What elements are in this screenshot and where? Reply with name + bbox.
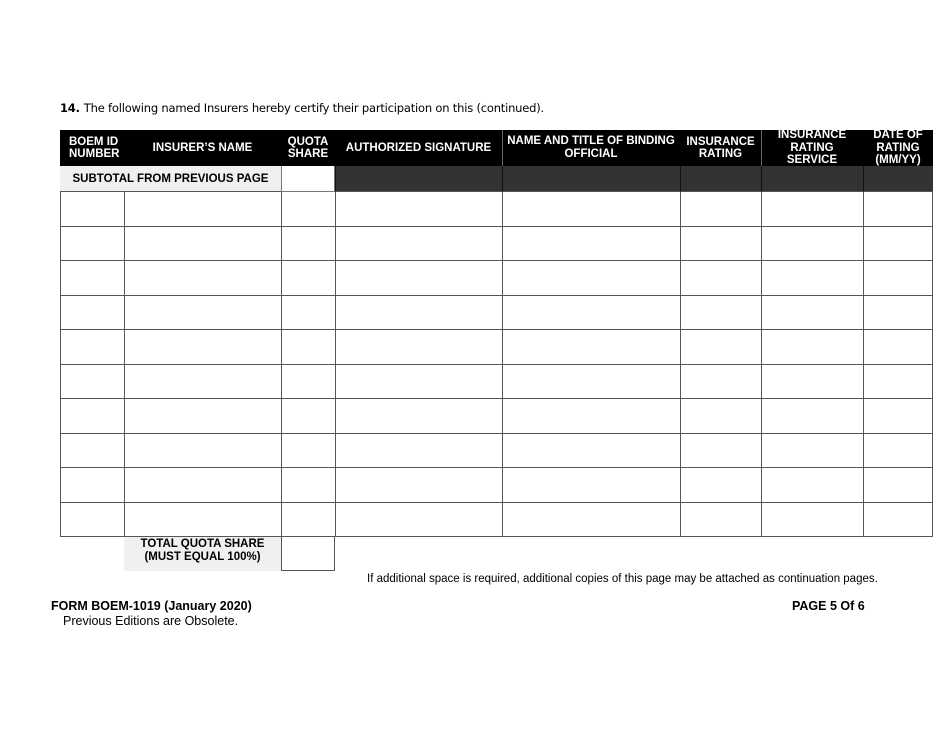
date-of-rating-field[interactable] [863,330,933,364]
rating-service-field[interactable] [761,399,863,433]
table-row [60,261,933,296]
subtotal-shaded-cell [335,166,502,192]
table-row [60,330,933,365]
quota-share-field[interactable] [281,434,335,468]
binding-official-field[interactable] [502,503,680,537]
authorized-signature-field[interactable] [335,227,502,261]
subtotal-quota-share-field[interactable] [281,166,335,192]
quota-share-field[interactable] [281,503,335,537]
date-of-rating-field[interactable] [863,503,933,537]
insurer-name-field[interactable] [124,399,281,433]
header-insurance-rating: INSURANCE RATING [680,130,761,166]
date-of-rating-field[interactable] [863,261,933,295]
header-rating-service: INSURANCE RATING SERVICE [761,130,863,166]
authorized-signature-field[interactable] [335,296,502,330]
binding-official-field[interactable] [502,434,680,468]
continuation-note: If additional space is required, additional copies of this page may be attached as continuation pages. [367,573,878,585]
rating-service-field[interactable] [761,261,863,295]
boem-id-field[interactable] [60,227,124,261]
header-authorized-signature: AUTHORIZED SIGNATURE [335,130,502,166]
obsolete-note: Previous Editions are Obsolete. [63,614,239,628]
rating-service-field[interactable] [761,227,863,261]
boem-id-field[interactable] [60,503,124,537]
quota-share-field[interactable] [281,330,335,364]
header-insurer-name: INSURER’S NAME [124,130,281,166]
insurer-name-field[interactable] [124,192,281,226]
header-quota-share: QUOTA SHARE [281,130,335,166]
boem-id-field[interactable] [60,434,124,468]
binding-official-field[interactable] [502,227,680,261]
insurance-rating-field[interactable] [680,503,761,537]
insurer-name-field[interactable] [124,261,281,295]
insurance-rating-field[interactable] [680,468,761,502]
rating-service-field[interactable] [761,192,863,226]
subtotal-shaded-cell [502,166,680,192]
authorized-signature-field[interactable] [335,503,502,537]
subtotal-shaded-cell [863,166,933,192]
date-of-rating-field[interactable] [863,399,933,433]
table-row [60,434,933,469]
table-row [60,365,933,400]
boem-id-field[interactable] [60,399,124,433]
table-row [60,227,933,262]
header-divider [502,130,503,166]
authorized-signature-field[interactable] [335,434,502,468]
section-number: 14. [60,101,80,115]
insurance-rating-field[interactable] [680,192,761,226]
subtotal-label: SUBTOTAL FROM PREVIOUS PAGE [60,166,281,192]
authorized-signature-field[interactable] [335,192,502,226]
boem-id-field[interactable] [60,261,124,295]
quota-share-field[interactable] [281,365,335,399]
date-of-rating-field[interactable] [863,296,933,330]
boem-id-field[interactable] [60,296,124,330]
insurance-rating-field[interactable] [680,434,761,468]
binding-official-field[interactable] [502,468,680,502]
boem-id-field[interactable] [60,365,124,399]
table-row [60,296,933,331]
rating-service-field[interactable] [761,330,863,364]
subtotal-shaded-cell [680,166,761,192]
date-of-rating-field[interactable] [863,434,933,468]
form-id: FORM BOEM-1019 (January 2020) [51,599,252,613]
rating-service-field[interactable] [761,503,863,537]
authorized-signature-field[interactable] [335,399,502,433]
header-binding-official: NAME AND TITLE OF BINDING OFFICIAL [502,130,680,166]
boem-id-field[interactable] [60,330,124,364]
insurance-rating-field[interactable] [680,399,761,433]
table-row [60,468,933,503]
rating-service-field[interactable] [761,365,863,399]
header-date-of-rating: DATE OF RATING (MM/YY) [863,130,933,166]
authorized-signature-field[interactable] [335,261,502,295]
table-row [60,503,933,538]
insurance-rating-field[interactable] [680,365,761,399]
quota-share-field[interactable] [281,296,335,330]
table-row [60,399,933,434]
insurance-rating-field[interactable] [680,261,761,295]
table-row [60,192,933,227]
binding-official-field[interactable] [502,296,680,330]
date-of-rating-field[interactable] [863,365,933,399]
header-boem-id: BOEM ID NUMBER [60,130,124,166]
insurance-rating-field[interactable] [680,296,761,330]
date-of-rating-field[interactable] [863,227,933,261]
quota-share-field[interactable] [281,261,335,295]
insurance-rating-field[interactable] [680,330,761,364]
rating-service-field[interactable] [761,468,863,502]
rating-service-field[interactable] [761,434,863,468]
insurer-name-field[interactable] [124,468,281,502]
date-of-rating-field[interactable] [863,468,933,502]
quota-share-field[interactable] [281,227,335,261]
intro-text: The following named Insurers hereby certify their participation on this (continued). [83,101,544,115]
quota-share-field[interactable] [281,399,335,433]
total-quota-share-label: TOTAL QUOTA SHARE (MUST EQUAL 100%) [124,537,281,571]
binding-official-field[interactable] [502,192,680,226]
boem-id-field[interactable] [60,468,124,502]
insurer-name-field[interactable] [124,434,281,468]
section-14-intro [60,101,544,115]
binding-official-field[interactable] [502,365,680,399]
authorized-signature-field[interactable] [335,330,502,364]
binding-official-field[interactable] [502,330,680,364]
binding-official-field[interactable] [502,399,680,433]
header-divider [761,130,762,166]
insurance-rating-field[interactable] [680,227,761,261]
insurer-name-field[interactable] [124,503,281,537]
insurer-name-field[interactable] [124,296,281,330]
total-quota-share-field[interactable] [281,537,335,571]
insurer-name-field[interactable] [124,365,281,399]
authorized-signature-field[interactable] [335,365,502,399]
page-number: PAGE 5 Of 6 [792,599,865,613]
boem-id-field[interactable] [60,192,124,226]
date-of-rating-field[interactable] [863,192,933,226]
quota-share-field[interactable] [281,192,335,226]
insurer-name-field[interactable] [124,330,281,364]
authorized-signature-field[interactable] [335,468,502,502]
quota-share-field[interactable] [281,468,335,502]
insurer-name-field[interactable] [124,227,281,261]
subtotal-shaded-cell [761,166,863,192]
binding-official-field[interactable] [502,261,680,295]
rating-service-field[interactable] [761,296,863,330]
